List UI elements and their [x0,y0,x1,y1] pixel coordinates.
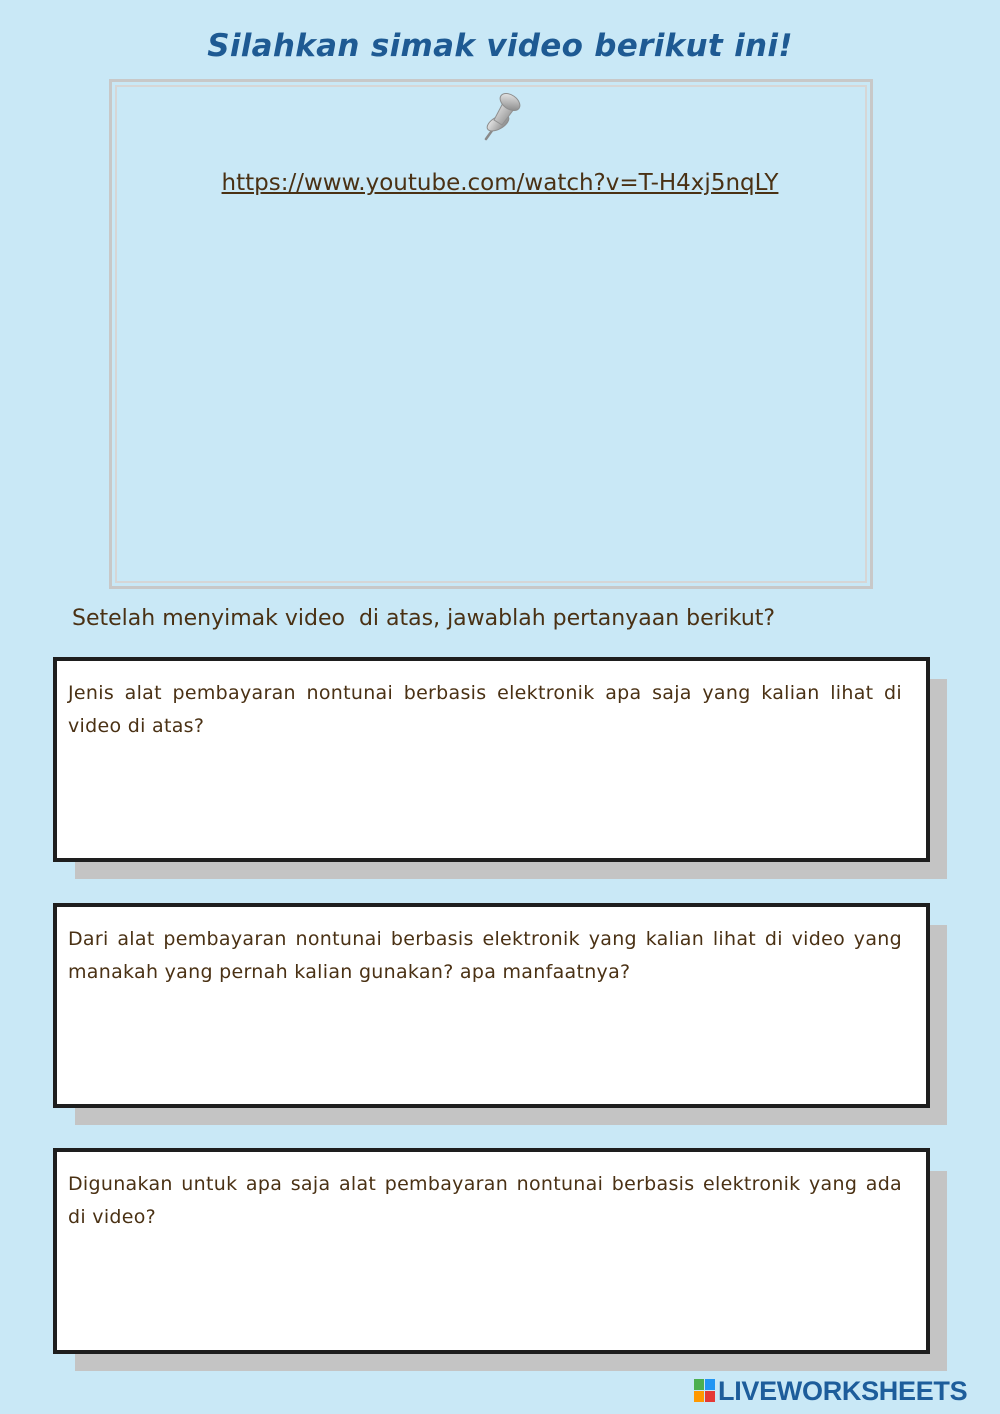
liveworksheets-logo[interactable] [694,1376,967,1406]
question-3-text: Digunakan untuk apa saja alat pembayaran nontunai berbasis elektronik yang ada di video? [68,1173,902,1228]
question-1-text: Jenis alat pembayaran nontunai berbasis elektronik apa saja yang kalian lihat di video di atas? [68,682,902,737]
video-link[interactable]: https://www.youtube.com/watch?v=T-H4xj5nqLY [221,170,779,196]
question-3-box [53,1148,930,1354]
video-frame-border [115,85,867,583]
instruction-text: Setelah menyimak video di atas, jawablah pertanyaan berikut? [72,606,776,631]
question-3-answer-field[interactable] [68,1270,902,1340]
video-embed-frame[interactable] [109,79,873,589]
question-2-box [53,903,930,1108]
liveworksheets-brand: LIVEWORKSHEETS [718,1375,968,1406]
question-1-box [53,657,930,862]
question-2-text: Dari alat pembayaran nontunai berbasis elektronik yang kalian lihat di video yang manakah yang pernah kalian gunakan? apa manfaatnya? [68,928,902,983]
pushpin-icon [472,87,528,147]
liveworksheets-mark-icon [694,1379,716,1403]
question-2-answer-field[interactable] [68,1024,902,1094]
page-title: Silahkan simak video berikut ini! [207,28,793,64]
question-1-answer-field[interactable] [68,778,902,848]
